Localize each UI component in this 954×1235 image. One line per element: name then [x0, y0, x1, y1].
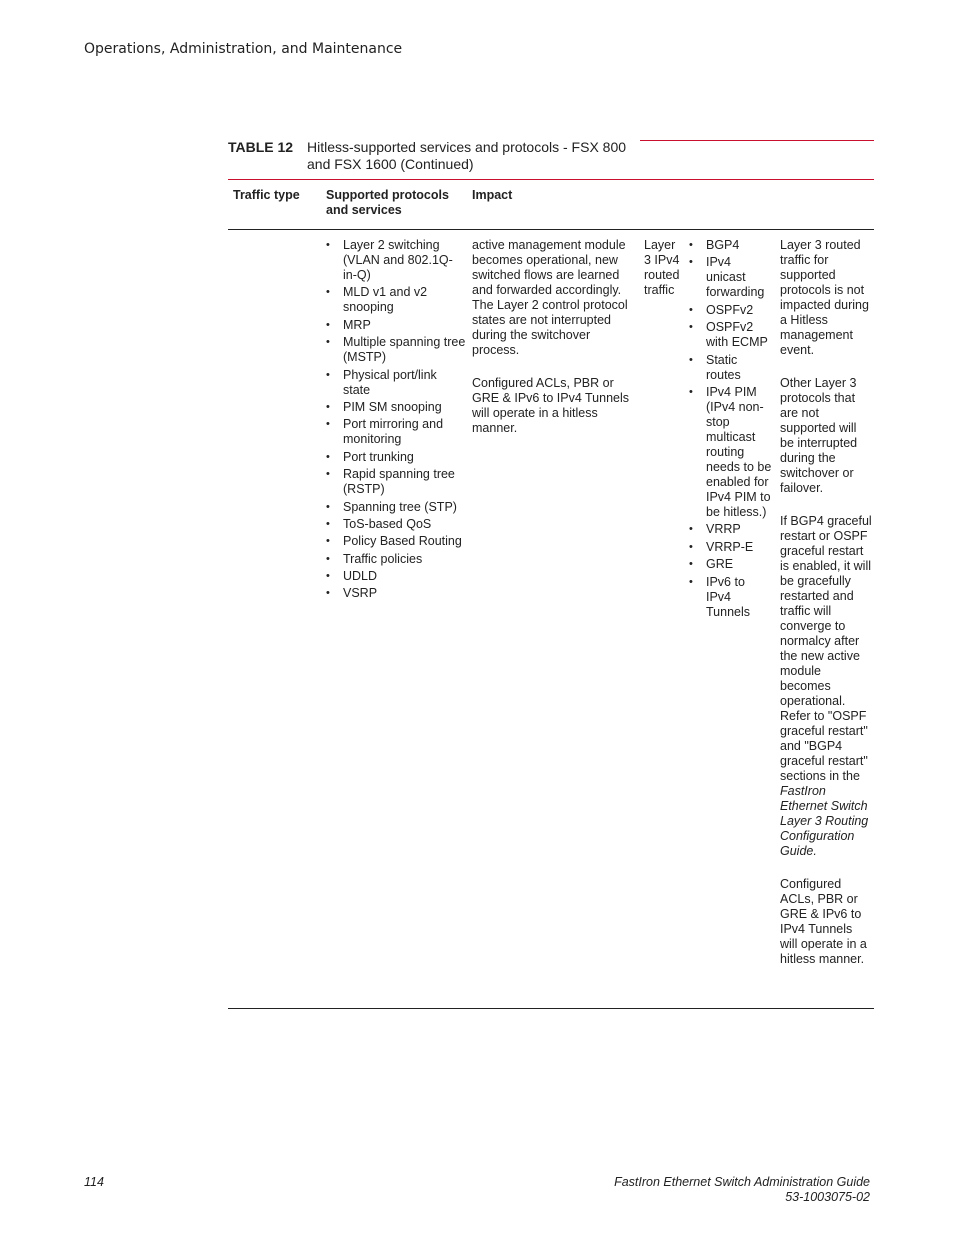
row2-item [689, 320, 773, 350]
bullet-icon: • [326, 336, 330, 349]
bullet-icon: • [326, 368, 330, 381]
bullet-icon: • [326, 286, 330, 299]
footer-doc-info [614, 1175, 870, 1205]
footer-doc-number: 53-1003075-02 [785, 1190, 870, 1204]
row2-item-text: BGP4 [706, 238, 740, 252]
row1-item-text: Spanning tree (STP) [343, 499, 457, 514]
bullet-icon: • [689, 558, 693, 571]
bullet-icon: • [326, 400, 330, 413]
bullet-icon: • [689, 540, 693, 553]
bullet-icon: • [326, 500, 330, 513]
row1-item-text: PIM SM snooping [343, 399, 442, 414]
row1-item-text: Policy Based Routing [343, 534, 462, 549]
bullet-icon: • [689, 353, 693, 366]
row1-item [326, 400, 466, 415]
row2-impact [780, 238, 872, 985]
row1-item [326, 517, 466, 532]
bullet-icon: • [326, 239, 330, 251]
row1-item [326, 534, 466, 549]
bullet-icon: • [326, 318, 330, 331]
row2-traffic-type: Layer 3 IPv4 routed traffic [644, 238, 680, 297]
bullet-icon: • [326, 450, 330, 463]
row2-protocols [689, 238, 773, 622]
bullet-icon: • [326, 517, 330, 530]
row2-item-text: Static routes [706, 352, 741, 382]
row2-item-text: GRE [706, 557, 734, 572]
row2-item [689, 575, 773, 620]
header-bottom-rule [228, 229, 874, 230]
row2-item [689, 540, 773, 555]
bullet-icon: • [326, 535, 330, 548]
row2-item-text: IPv6 to IPv4 Tunnels [706, 574, 751, 619]
row2-impact-para-3 [780, 514, 872, 859]
row1-item-text: Physical port/link state [343, 367, 437, 397]
row2-impact-para-2: Other Layer 3 protocols that are not supported will be interrupted during the switchover or failover. [780, 376, 858, 495]
row1-item [326, 285, 466, 315]
row1-item-text: Rapid spanning tree (RSTP) [343, 467, 455, 497]
bullet-icon: • [689, 303, 693, 316]
row1-item-text: Multiple spanning tree (MSTP) [343, 335, 466, 365]
row1-item [326, 318, 466, 333]
table-bottom-rule [228, 1008, 874, 1009]
row2-item-text: VRRP [706, 522, 741, 537]
row1-item [326, 335, 466, 365]
bullet-icon: • [326, 570, 330, 583]
row2-impact-para-3-text: If BGP4 graceful restart or OSPF graceful restart is enabled, it will be gracefully restarted and traffic will converge to normalcy after the new active module becomes operational. Refer to "OSPF graceful restart" and "BGP4 graceful restart" sections in the [780, 514, 872, 783]
bullet-icon: • [689, 239, 693, 251]
bullet-icon: • [689, 575, 693, 588]
row2-impact-para-4: Configured ACLs, PBR or GRE & IPv6 to IPv4 Tunnels will operate in a hitless manner. [780, 877, 867, 966]
header-traffic-type: Traffic type [233, 188, 300, 202]
bullet-icon: • [326, 468, 330, 481]
table-label: TABLE 12 [228, 139, 294, 155]
row2-item-text: OSPFv2 [706, 302, 754, 317]
row2-item-text: IPv4 unicast forwarding [706, 255, 765, 300]
footer-guide-title: FastIron Ethernet Switch Administration Guide [614, 1175, 870, 1189]
row1-impact-para-2: Configured ACLs, PBR or GRE & IPv6 to IPv4 Tunnels will operate in a hitless manner. [472, 376, 630, 435]
bullet-icon: • [326, 587, 330, 600]
row2-item [689, 255, 773, 300]
bullet-icon: • [326, 552, 330, 565]
page-number: 114 [84, 1175, 104, 1189]
row1-item-text: Traffic policies [343, 551, 423, 566]
row1-item [326, 368, 466, 398]
row2-protocol-list [689, 238, 773, 620]
row1-item-text: Port trunking [343, 449, 414, 464]
row2-item-text: IPv4 PIM (IPv4 non-stop multicast routing needs to be enabled for IPv4 PIM to be hitless.) [706, 384, 772, 519]
table-top-rule [228, 179, 874, 180]
row1-item-text: ToS-based QoS [343, 516, 432, 531]
row2-item [689, 238, 773, 253]
bullet-icon: • [689, 385, 693, 398]
row2-item [689, 303, 773, 318]
row1-protocol-list [326, 238, 466, 601]
bullet-icon: • [689, 256, 693, 269]
row1-item [326, 417, 466, 447]
row1-impact-para-1: active management module becomes operational, new switched flows are learned and forwarded accordingly. The Layer 2 control protocol states are not interrupted during the switchover process. [472, 238, 628, 357]
row2-impact-guide-ref: FastIron Ethernet Switch Layer 3 Routing Configuration Guide. [780, 784, 869, 858]
row1-impact [472, 238, 634, 454]
row2-item-text: VRRP-E [706, 539, 754, 554]
row2-item [689, 385, 773, 520]
row1-item [326, 238, 466, 283]
row1-item-text: VSRP [343, 586, 378, 601]
running-header: Operations, Administration, and Maintenance [84, 41, 403, 57]
row1-item [326, 450, 466, 465]
bullet-icon: • [689, 321, 693, 334]
row2-item-text: OSPFv2 with ECMP [706, 320, 768, 350]
row1-item-text: UDLD [343, 569, 378, 584]
row1-item [326, 500, 466, 515]
row1-item-text: Port mirroring and monitoring [343, 417, 444, 447]
row2-item [689, 353, 773, 383]
bullet-icon: • [689, 523, 693, 536]
row2-impact-para-1: Layer 3 routed traffic for supported protocols is not impacted during a Hitless management event. [780, 238, 869, 357]
row1-item-text: MLD v1 and v2 snooping [343, 285, 428, 315]
header-protocols: Supported protocols and services [326, 188, 449, 217]
row1-item [326, 467, 466, 497]
row1-item-text: MRP [343, 317, 371, 332]
table-title: Hitless-supported services and protocols - FSX 800 and FSX 1600 (Continued) [307, 139, 627, 172]
row1-protocols [326, 238, 466, 604]
row1-item [326, 552, 466, 567]
row2-item [689, 557, 773, 572]
bullet-icon: • [326, 418, 330, 431]
row1-item-text: Layer 2 switching (VLAN and 802.1Q-in-Q) [343, 238, 453, 282]
row2-item [689, 522, 773, 537]
row1-item [326, 569, 466, 584]
caption-rule [640, 140, 874, 141]
header-impact: Impact [472, 188, 513, 202]
row1-item [326, 586, 466, 601]
